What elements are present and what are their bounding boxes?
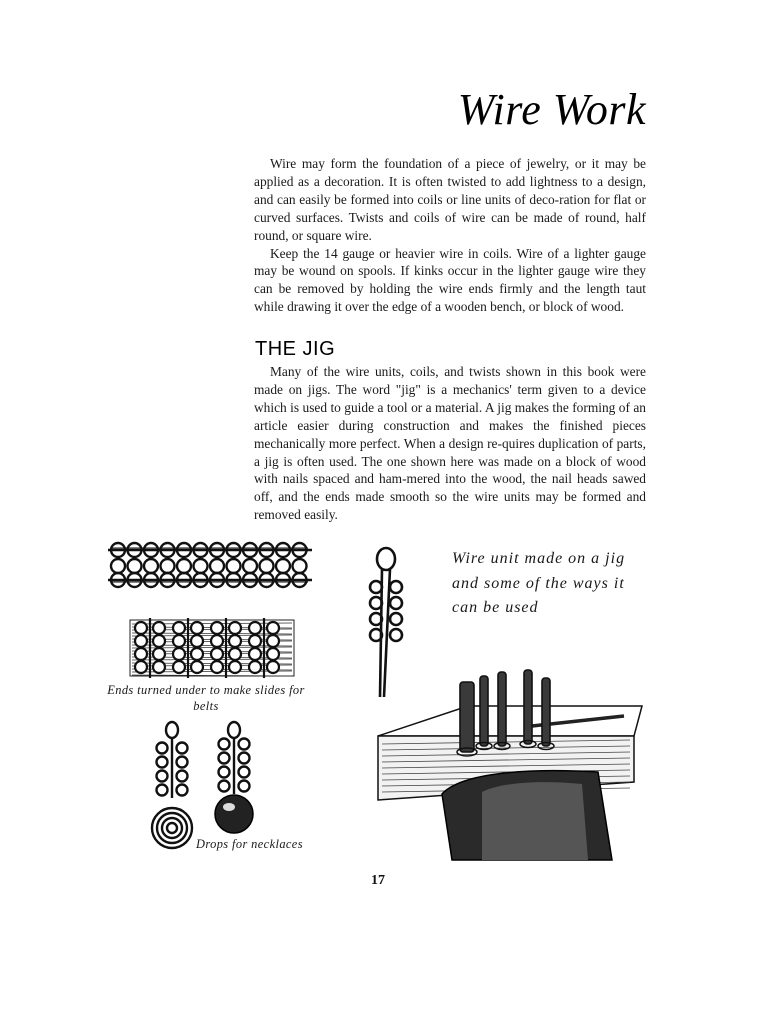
jig-block-illustration — [372, 664, 652, 860]
jig-paragraph: Many of the wire units, coils, and twists shown in this book were made on jigs. The word "jig" is a mechanics' term given to a device which is used to guide a tool or a material. A jig makes the forming of an article easier during construction and makes the finished pieces mechanically more perfect. When a design re-quires duplication of parts, a jig is often used. The one shown here was made on a block of wood with nails spaced and ham-mered into the wood, the nail heads sawed off, and the ends made smooth so the wire units may be formed and removed easily. — [254, 364, 646, 523]
intro-text — [254, 155, 646, 316]
jig-text — [254, 363, 646, 524]
intro-paragraph-1: Wire may form the foundation of a piece of jewelry, or it may be applied as a decoration. It is often twisted to add lightness to a design, and can easily be formed into coils or line units of deco-ration for flat or curved surfaces. Twists and coils of wire can be made of round, half round, or square wire. — [254, 156, 646, 243]
intro-paragraph-2: Keep the 14 gauge or heavier wire in coils. Wire of a lighter gauge may be wound on spools. If kinks occur in the lighter gauge wire they can be removed by holding the wire ends firmly and the length taut while drawing it over the edge of a wooden bench, or block of wood. — [254, 245, 646, 315]
belt-slide-illustration — [128, 616, 296, 680]
caption-wire-unit: Wire unit made on a jig and some of the ways it can be used — [452, 550, 626, 616]
page-number: 17 — [371, 873, 385, 888]
caption-belt-slides: Ends turned under to make slides for belts — [107, 683, 305, 713]
wire-chain-illustration — [108, 536, 312, 598]
caption-necklace-drops: Drops for necklaces — [196, 837, 303, 851]
page-title: Wire Work — [457, 85, 646, 134]
section-heading: THE JIG — [255, 338, 336, 360]
